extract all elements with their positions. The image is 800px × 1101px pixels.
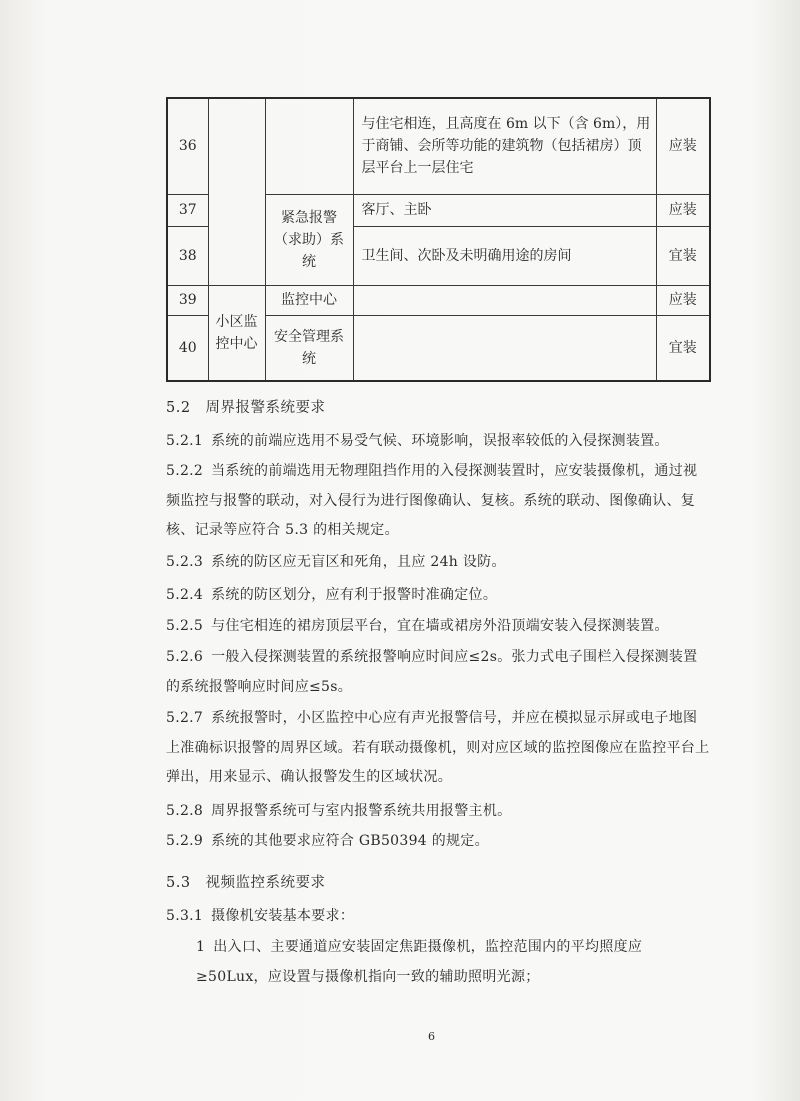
section-title-5-2: 5.2 周界报警系统要求 <box>166 400 326 416</box>
clause-number: 5.2.5 <box>166 618 204 634</box>
clause-number: 5.2.2 <box>166 463 204 479</box>
level-cell: 应装 <box>656 98 710 194</box>
requirement-cell: 客厅、主卧 <box>353 194 656 226</box>
item-number: 1 <box>196 939 206 955</box>
clause-number: 5.2.8 <box>166 803 204 819</box>
clause-number: 5.3.1 <box>166 908 204 924</box>
clause-number: 5.2.9 <box>166 833 204 849</box>
clause-number: 5.2.4 <box>166 587 204 603</box>
clause-5-2-7 <box>166 704 711 793</box>
requirement-cell: 卫生间、次卧及未明确用途的房间 <box>353 226 656 285</box>
level-cell: 宜装 <box>656 315 710 381</box>
clause-text: 系统的其他要求应符合 GB50394 的规定。 <box>211 833 489 849</box>
clause-5-2-4 <box>166 581 711 611</box>
clause-text: 与住宅相连的裙房顶层平台，宜在墙或裙房外沿顶端安装入侵探测装置。 <box>211 618 669 634</box>
clause-5-2-8 <box>166 797 711 827</box>
row-number: 38 <box>167 226 208 285</box>
clause-text: 当系统的前端选用无物理阻挡作用的入侵探测装置时，应安装摄像机，通过视频监控与报警的联动，对入侵行为进行图像确认、复核。系统的联动、图像确认、复核、记录等应符合 5.3 的相关规定。 <box>166 463 698 538</box>
table-row <box>167 98 710 194</box>
clause-5-2-5 <box>166 612 711 642</box>
item-text: 出入口、主要通道应安装固定焦距摄像机，监控范围内的平均照度应≥50Lux，应设置与摄像机指向一致的辅助照明光源； <box>196 939 643 985</box>
page-number: 6 <box>428 1030 435 1043</box>
clause-5-2-1 <box>166 427 711 457</box>
clause-number: 5.2.7 <box>166 710 204 726</box>
subsystem-cell: 紧急报警（求助）系统 <box>265 194 353 285</box>
clause-number: 5.2.1 <box>166 433 204 449</box>
category-cell: 小区监控中心 <box>208 285 265 381</box>
clause-text: 摄像机安装基本要求： <box>211 908 355 924</box>
row-number: 36 <box>167 98 208 194</box>
item-1 <box>166 933 711 992</box>
clause-5-2-2 <box>166 457 711 546</box>
clause-5-2-6 <box>166 643 711 702</box>
row-number: 37 <box>167 194 208 226</box>
clause-number: 5.2.6 <box>166 649 204 665</box>
clause-number: 5.2.3 <box>166 554 204 570</box>
subsystem-cell: 监控中心 <box>265 285 353 315</box>
subsystem-cell: 安全管理系统 <box>265 315 353 381</box>
requirement-cell <box>353 315 656 381</box>
clause-5-2-3 <box>166 548 711 578</box>
requirement-cell: 与住宅相连，且高度在 6m 以下（含 6m），用于商铺、会所等功能的建筑物（包括裙房）顶层平台上一层住宅 <box>353 98 656 194</box>
clause-text: 系统的前端应选用不易受气候、环境影响，误报率较低的入侵探测装置。 <box>211 433 669 449</box>
clause-text: 周界报警系统可与室内报警系统共用报警主机。 <box>211 803 512 819</box>
level-cell: 应装 <box>656 194 710 226</box>
clause-text: 系统报警时，小区监控中心应有声光报警信号，并应在模拟显示屏或电子地图上准确标识报警的周界区域。若有联动摄像机，则对应区域的监控图像应在监控平台上弹出，用来显示、确认报警发生的区域状况。 <box>166 710 710 785</box>
table-row <box>167 285 710 315</box>
level-cell: 宜装 <box>656 226 710 285</box>
row-number: 40 <box>167 315 208 381</box>
clause-text: 系统的防区应无盲区和死角，且应 24h 设防。 <box>211 554 506 570</box>
section-title-5-3: 5.3 视频监控系统要求 <box>166 875 326 891</box>
clause-text: 系统的防区划分，应有利于报警时准确定位。 <box>211 587 498 603</box>
clause-5-3-1 <box>166 902 711 932</box>
category-cell <box>208 98 265 285</box>
requirements-table <box>166 97 711 382</box>
row-number: 39 <box>167 285 208 315</box>
subsystem-cell <box>265 98 353 194</box>
requirement-cell <box>353 285 656 315</box>
clause-text: 一般入侵探测装置的系统报警响应时间应≤2s。张力式电子围栏入侵探测装置的系统报警响应时间应≤5s。 <box>166 649 698 695</box>
level-cell: 应装 <box>656 285 710 315</box>
clause-5-2-9 <box>166 827 711 857</box>
